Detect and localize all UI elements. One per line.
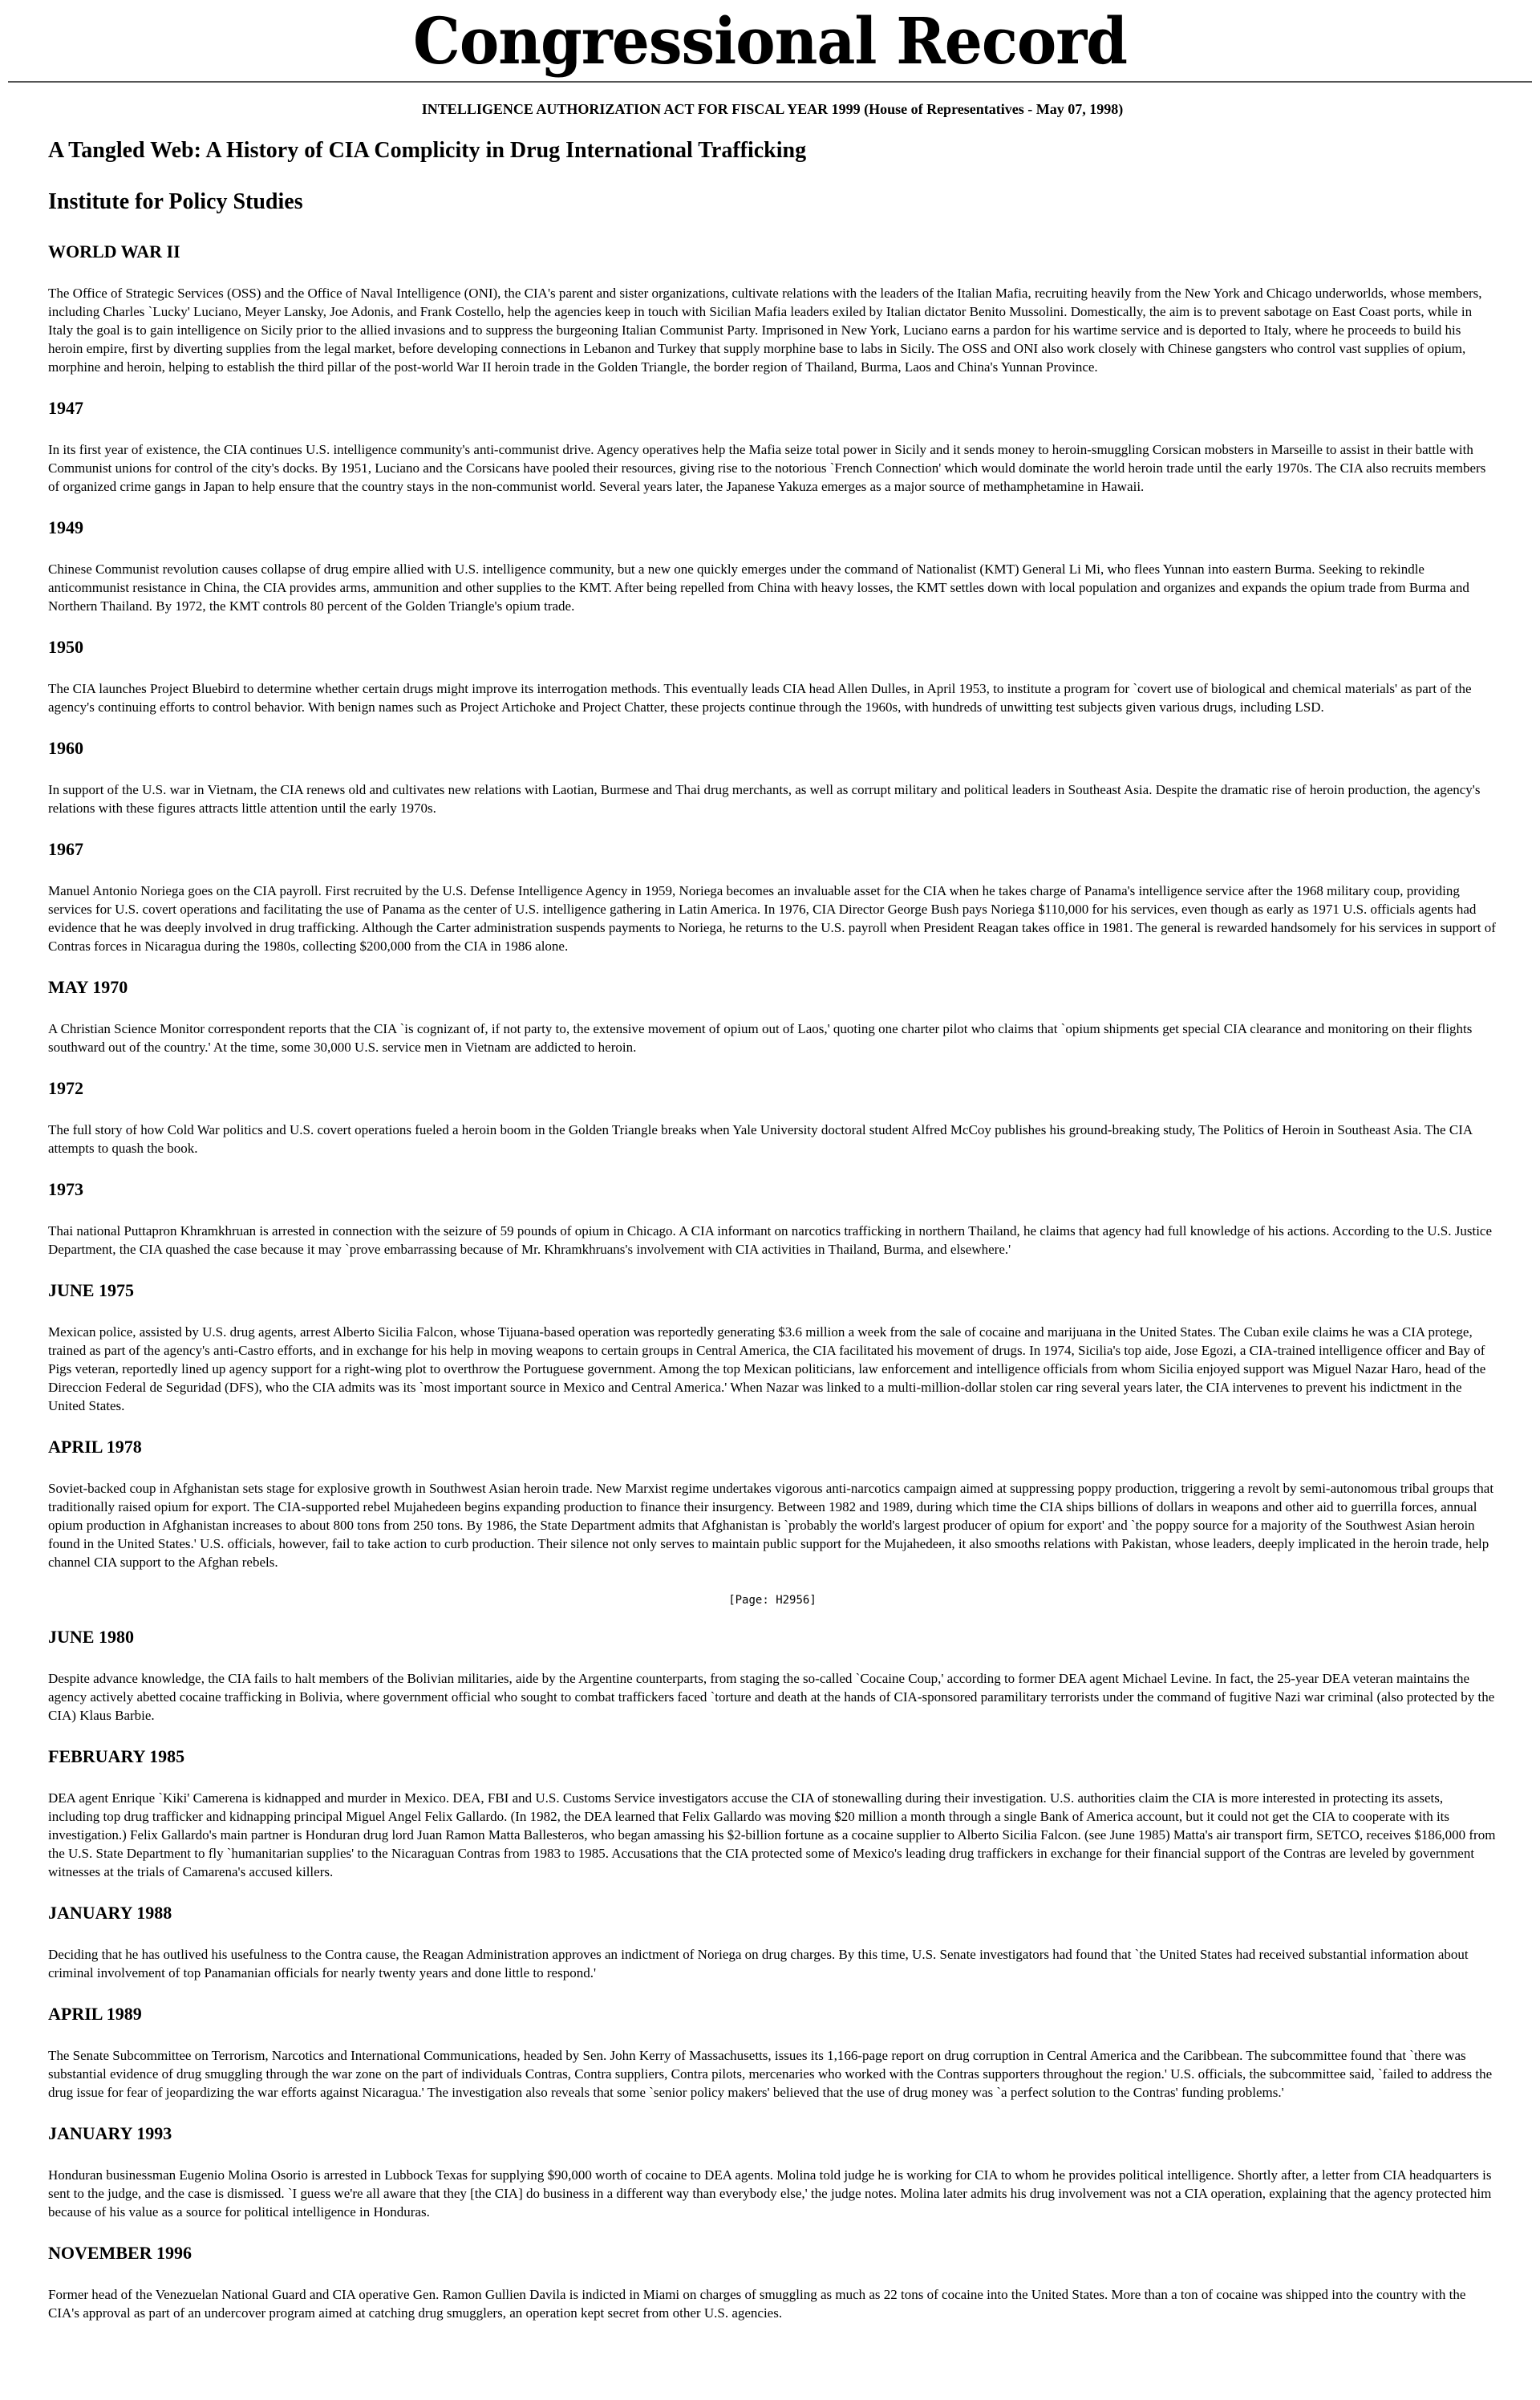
timeline-section [48, 1077, 1497, 1157]
section-heading: MAY 1970 [48, 977, 128, 997]
section-heading: JANUARY 1988 [48, 1903, 172, 1923]
section-text: Thai national Puttapron Khramkhruan is arrested in connection with the seizure of 59 pounds of opium in Chicago. A CIA informant on narcotics trafficking in northern Thailand, he claims that agency had full knowledge of his actions. According to the U.S. Justice Department, the CIA quashed the case because it may `prove embarrassing because of Mr. Khramkhruans's involvement with CIA activities in Thailand, Burma, and elsewhere.' [48, 1223, 1493, 1257]
timeline-section [48, 838, 1497, 955]
timeline-section [48, 1279, 1497, 1415]
section-text: The Senate Subcommittee on Terrorism, Narcotics and International Communications, headed by Sen. John Kerry of Massachusetts, issues its 1,166-page report on drug corruption in Central America and the Caribbean. The subcommittee found that `there was substantial evidence of drug smuggling through the war zone on the part of individuals Contras, Contra suppliers, Contra pilots, mercenaries who worked with the Contras supporters throughout the region.' U.S. officials, the subcommittee said, `failed to address the drug issue for fear of jeopardizing the war efforts against Nicaragua.' The investigation also reveals that some `senior policy makers' believed that the use of drug money was `a perfect solution to the Contras' funding problems.' [48, 2048, 1493, 2100]
section-text: Despite advance knowledge, the CIA fails to halt members of the Bolivian militaries, aide by the Argentine counterparts, from staging the so-called `Cocaine Coup,' according to former DEA agent Michael Levine. In fact, the 25-year DEA veteran maintains the agency actively abetted cocaine trafficking in Bolivia, where government official who sought to combat traffickers faced `torture and death at the hands of CIA-sponsored paramilitary terrorists under the command of fugitive Nazi war criminal (also protected by the CIA) Klaus Barbie. [48, 1671, 1495, 1723]
section-text: In its first year of existence, the CIA continues U.S. intelligence community's anti-communist drive. Agency operatives help the Mafia seize total power in Sicily and it sends money to heroin-smuggling Corsican mobsters in Marseille to assist in their battle with Communist unions for control of the city's docks. By 1951, Luciano and the Corsicans have pooled their resources, giving rise to the notorious `French Connection' which would dominate the world heroin trade until the early 1970s. The CIA also recruits members of organized crime gangs in Japan to help ensure that the country stays in the non-communist world. Several years later, the Japanese Yakuza emerges as a major source of methamphetamine in Hawaii. [48, 442, 1486, 494]
record-subheader: INTELLIGENCE AUTHORIZATION ACT FOR FISCAL YEAR 1999 (House of Representatives - May 07, 1998) [421, 101, 1124, 117]
section-heading: FEBRUARY 1985 [48, 1746, 185, 1766]
timeline-section [48, 1436, 1497, 1571]
masthead-title: Congressional Record [412, 4, 1127, 79]
sections-part2 [48, 1626, 1497, 2322]
section-text: Deciding that he has outlived his usefulness to the Contra cause, the Reagan Administration approves an indictment of Noriega on drug charges. By this time, U.S. Senate investigators had found that `the United States had received substantial information about criminal involvement of top Panamanian officials for nearly twenty years and done little to respond.' [48, 1947, 1469, 1980]
timeline-section [48, 737, 1497, 817]
section-text: Honduran businessman Eugenio Molina Osorio is arrested in Lubbock Texas for supplying $90,000 worth of cocaine to DEA agents. Molina told judge he is working for CIA to whom he provides political intelligence. Shortly after, a letter from CIA headquarters is sent to the judge, and the case is dismissed. `I guess we're all aware that they [the CIA] do business in a different way than everybody else,' the judge notes. Molina later admits his drug involvement was not a CIA operation, explaining that the agency protected him because of his value as a source for political intelligence in Honduras. [48, 2167, 1492, 2220]
timeline-section [48, 976, 1497, 1056]
section-heading: APRIL 1989 [48, 2004, 142, 2024]
document-author: Institute for Policy Studies [48, 189, 303, 214]
masthead [0, 0, 1540, 80]
section-heading: 1960 [48, 738, 83, 758]
section-heading: 1950 [48, 637, 83, 657]
timeline-section [48, 2242, 1497, 2322]
section-heading: JANUARY 1993 [48, 2123, 172, 2143]
sections-part1 [48, 241, 1497, 1571]
section-text: DEA agent Enrique `Kiki' Camerena is kidnapped and murder in Mexico. DEA, FBI and U.S. Customs Service investigators accuse the CIA of stonewalling during their investigation. U.S. authorities claim the CIA is more interested in protecting its assets, including top drug trafficker and kidnapping principal Miguel Angel Felix Gallardo. (In 1982, the DEA learned that Felix Gallardo was moving $20 million a month through a single Bank of America account, but it could not get the CIA to cooperate with its investigation.) Felix Gallardo's main partner is Honduran drug lord Juan Ramon Matta Ballesteros, who began amassing his $2-billion fortune as a cocaine supplier to Alberto Sicilia Falcon. (see June 1985) Matta's air transport firm, SETCO, receives $186,000 from the U.S. State Department to fly `humanitarian supplies' to the Nicaraguan Contras from 1983 to 1985. Accusations that the CIA protected some of Mexico's leading drug traffickers in exchange for their financial support of the Contras are leveled by government witnesses at the trials of Camarena's accused killers. [48, 1790, 1496, 1879]
section-heading: 1972 [48, 1078, 83, 1098]
section-text: The Office of Strategic Services (OSS) and the Office of Naval Intelligence (ONI), the CIA's parent and sister organizations, cultivate relations with the leaders of the Italian Mafia, recruiting heavily from the New York and Chicago underworlds, whose members, including Charles `Lucky' Luciano, Meyer Lansky, Joe Adonis, and Frank Costello, help the agencies keep in touch with Sicilian Mafia leaders exiled by Italian dictator Benito Mussolini. Domestically, the aim is to prevent sabotage on East Coast ports, while in Italy the goal is to gain intelligence on Sicily prior to the allied invasions and to suppress the burgeoning Italian Communist Party. Imprisoned in New York, Luciano earns a pardon for his wartime service and is deported to Italy, where he proceeds to build his heroin empire, first by diverting supplies from the legal market, before developing connections in Lebanon and Turkey that supply morphine base to labs in Sicily. The OSS and ONI also work closely with Chinese gangsters who control vast supplies of opium, morphine and heroin, helping to establish the third pillar of the post-world War II heroin trade in the Golden Triangle, the border region of Thailand, Burma, Laos and China's Yunnan Province. [48, 286, 1482, 375]
timeline-section [48, 636, 1497, 716]
section-text: Mexican police, assisted by U.S. drug agents, arrest Alberto Sicilia Falcon, whose Tijuana-based operation was reportedly generating $3.6 million a week from the sale of cocaine and marijuana in the United States. The Cuban exile claims he was a CIA protege, trained as part of the agency's anti-Castro efforts, and in exchange for his help in moving weapons to certain groups in Central America, the CIA facilitated his movement of drugs. In 1974, Sicilia's top aide, Jose Egozi, a CIA-trained intelligence officer and Bay of Pigs veteran, reportedly lined up agency support for a right-wing plot to overthrow the Portuguese government. Among the top Mexican politicians, law enforcement and intelligence officials from whom Sicilia enjoyed support was Miguel Nazar Haro, head of the Direccion Federal de Seguridad (DFS), who the CIA admits was its `most important source in Mexico and Central America.' When Nazar was linked to a multi-million-dollar stolen car ring several years later, the CIA intervenes to prevent his indictment in the United States. [48, 1324, 1486, 1413]
timeline-section [48, 2003, 1497, 2102]
page-marker: [Page: H2956] [728, 1594, 817, 1607]
section-text: Former head of the Venezuelan National Guard and CIA operative Gen. Ramon Gullien Davila is indicted in Miami on charges of smuggling as much as 22 tons of cocaine into the United States. More than a ton of cocaine was shipped into the country with the CIA's approval as part of an undercover program aimed at catching drug smugglers, an operation kept secret from other U.S. agencies. [48, 2287, 1466, 2321]
section-text: The CIA launches Project Bluebird to determine whether certain drugs might improve its interrogation methods. This eventually leads CIA head Allen Dulles, in April 1953, to institute a program for `covert use of biological and chemical materials' as part of the agency's continuing efforts to control behavior. With benign names such as Project Artichoke and Project Chatter, these projects continue through the 1960s, with hundreds of unwitting test subjects given various drugs, including LSD. [48, 681, 1472, 715]
timeline-section [48, 1626, 1497, 1725]
masthead-divider [8, 81, 1532, 83]
timeline-section [48, 1745, 1497, 1881]
timeline-section [48, 241, 1497, 376]
section-heading: 1967 [48, 839, 83, 859]
timeline-section [48, 2122, 1497, 2221]
document-body [48, 99, 1497, 2343]
section-text: Manuel Antonio Noriega goes on the CIA payroll. First recruited by the U.S. Defense Intelligence Agency in 1959, Noriega becomes an invaluable asset for the CIA when he takes charge of Panama's intelligence service after the 1968 military coup, providing services for U.S. covert operations and facilitating the use of Panama as the center of U.S. intelligence gathering in Latin America. In 1976, CIA Director George Bush pays Noriega $110,000 for his services, even though as early as 1971 U.S. officials agents had evidence that he was deeply involved in drug trafficking. Although the Carter administration suspends payments to Noriega, he returns to the U.S. payroll when President Reagan takes office in 1981. The general is rewarded handsomely for his services in support of Contras forces in Nicaragua during the 1980s, collecting $200,000 from the CIA in 1986 alone. [48, 883, 1496, 954]
section-text: The full story of how Cold War politics and U.S. covert operations fueled a heroin boom in the Golden Triangle breaks when Yale University doctoral student Alfred McCoy publishes his ground-breaking study, The Politics of Heroin in Southeast Asia. The CIA attempts to quash the book. [48, 1122, 1473, 1156]
section-text: Soviet-backed coup in Afghanistan sets stage for explosive growth in Southwest Asian heroin trade. New Marxist regime undertakes vigorous anti-narcotics campaign aimed at suppressing poppy production, triggering a revolt by semi-autonomous tribal groups that traditionally raised opium for export. The CIA-supported rebel Mujahedeen begins expanding production to finance their insurgency. Between 1982 and 1989, during which time the CIA ships billions of dollars in weapons and other aid to guerrilla forces, annual opium production in Afghanistan increases to about 800 tons from 250 tons. By 1986, the State Department admits that Afghanistan is `probably the world's largest producer of opium for export' and `the poppy source for a majority of the Southwest Asian heroin found in the United States.' U.S. officials, however, fail to take action to curb production. Their silence not only serves to maintain public support for the Mujahedeen, it also smooths relations with Pakistan, whose leaders, deeply implicated in the heroin trade, help channel CIA support to the Afghan rebels. [48, 1481, 1494, 1570]
section-heading: 1947 [48, 398, 83, 418]
section-heading: WORLD WAR II [48, 241, 180, 261]
section-heading: APRIL 1978 [48, 1437, 142, 1457]
section-heading: 1949 [48, 517, 83, 537]
document-title: A Tangled Web: A History of CIA Complicity in Drug International Trafficking [48, 138, 807, 163]
section-text: In support of the U.S. war in Vietnam, the CIA renews old and cultivates new relations with Laotian, Burmese and Thai drug merchants, as well as corrupt military and political leaders in Southeast Asia. Despite the dramatic rise of heroin production, the agency's relations with these figures attracts little attention until the early 1970s. [48, 782, 1481, 816]
section-heading: 1973 [48, 1179, 83, 1199]
timeline-section [48, 397, 1497, 496]
section-heading: JUNE 1975 [48, 1280, 134, 1300]
timeline-section [48, 517, 1497, 615]
section-heading: JUNE 1980 [48, 1627, 134, 1647]
timeline-section [48, 1178, 1497, 1259]
section-heading: NOVEMBER 1996 [48, 2243, 192, 2263]
section-text: Chinese Communist revolution causes collapse of drug empire allied with U.S. intelligence community, but a new one quickly emerges under the command of Nationalist (KMT) General Li Mi, who flees Yunnan into eastern Burma. Seeking to rekindle anticommunist resistance in China, the CIA provides arms, ammunition and other supplies to the KMT. After being repelled from China with heavy losses, the KMT settles down with local population and organizes and expands the opium trade from Burma and Northern Thailand. By 1972, the KMT controls 80 percent of the Golden Triangle's opium trade. [48, 561, 1469, 614]
section-text: A Christian Science Monitor correspondent reports that the CIA `is cognizant of, if not party to, the extensive movement of opium out of Laos,' quoting one charter pilot who claims that `opium shipments get special CIA clearance and monitoring on their flights southward out of the country.' At the time, some 30,000 U.S. service men in Vietnam are addicted to heroin. [48, 1021, 1473, 1055]
timeline-section [48, 1902, 1497, 1982]
